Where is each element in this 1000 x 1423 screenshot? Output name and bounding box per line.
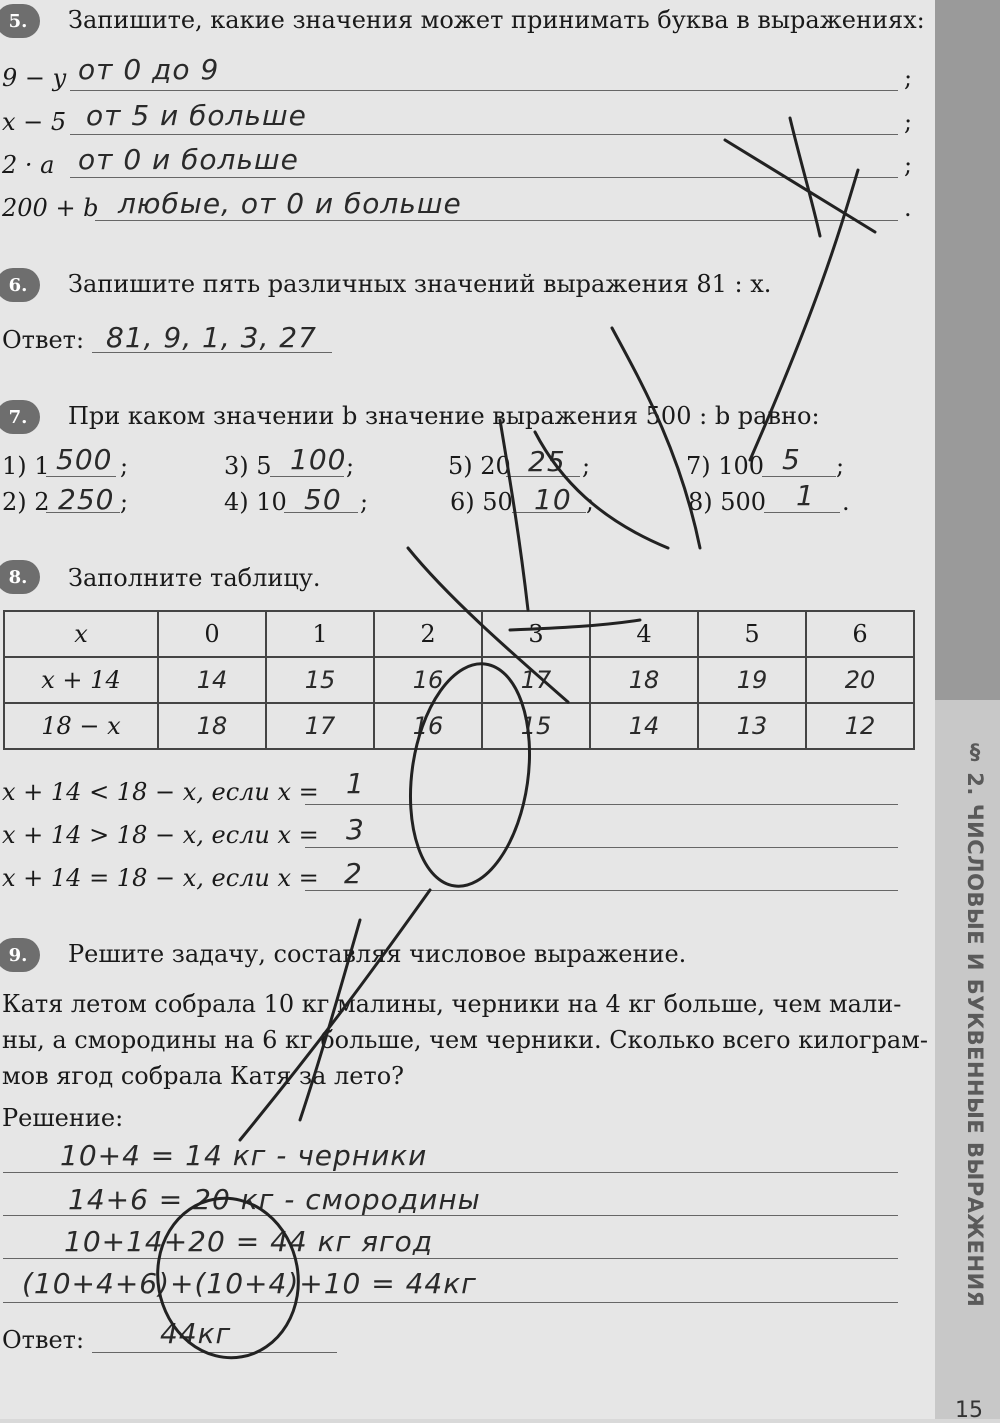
task9-answer: 44кг bbox=[160, 1317, 232, 1350]
task7-label-6: 6) 50 bbox=[450, 488, 513, 516]
task9-solution-line-2: 14+6 = 20 кг - смородины bbox=[68, 1183, 481, 1216]
task7-label-7: 7) 100 bbox=[686, 452, 765, 480]
task5-badge: 5. bbox=[0, 4, 40, 38]
task7-line-7 bbox=[762, 476, 836, 477]
task7-label-3: 3) 5 bbox=[224, 452, 272, 480]
task9-rule-2 bbox=[3, 1215, 898, 1216]
task5-line-1 bbox=[70, 90, 898, 91]
task5-line-4 bbox=[95, 220, 898, 221]
task9-rule-4 bbox=[3, 1302, 898, 1303]
task7-label-1: 1) 1 bbox=[2, 452, 50, 480]
table-cell: 17 bbox=[266, 703, 374, 749]
task7-end-4: ; bbox=[360, 488, 369, 516]
task7-end-2: ; bbox=[120, 488, 129, 516]
task7-end-8: . bbox=[842, 488, 850, 516]
task9-solution-label: Решение: bbox=[2, 1104, 124, 1132]
task9-answer-line bbox=[92, 1352, 337, 1353]
task8-condition-3: x + 14 = 18 − x, если x = bbox=[2, 864, 319, 892]
side-tab-dark bbox=[935, 0, 1000, 700]
task7-line-3 bbox=[270, 476, 344, 477]
task9-solution-line-4: (10+4+6)+(10+4)+10 = 44кг bbox=[22, 1267, 477, 1300]
table-row-sum bbox=[4, 657, 914, 703]
task5-answer-3: от 0 и больше bbox=[78, 143, 299, 176]
task8-condition-line-1 bbox=[305, 804, 898, 805]
task5-expr-2: x − 5 bbox=[2, 108, 67, 136]
table-header-cell: 4 bbox=[590, 611, 698, 657]
table-cell: 20 bbox=[806, 657, 914, 703]
task7-answer-6: 10 bbox=[534, 483, 572, 516]
task5-answer-2: от 5 и больше bbox=[86, 99, 307, 132]
task8-prompt: Заполните таблицу. bbox=[68, 564, 321, 592]
task7-end-7: ; bbox=[836, 452, 845, 480]
table-cell: 19 bbox=[698, 657, 806, 703]
table-row-label: 18 − x bbox=[4, 703, 158, 749]
table-cell: 18 bbox=[158, 703, 266, 749]
values-table bbox=[3, 610, 915, 750]
task7-badge: 7. bbox=[0, 400, 40, 434]
task7-end-1: ; bbox=[120, 452, 129, 480]
task7-line-8 bbox=[764, 512, 840, 513]
task5-expr-4: 200 + b bbox=[2, 194, 99, 222]
task6-answer-label: Ответ: bbox=[2, 326, 85, 354]
task7-line-1 bbox=[46, 476, 116, 477]
task9-rule-3 bbox=[3, 1258, 898, 1259]
task8-condition-answer-2: 3 bbox=[346, 813, 365, 846]
task7-end-6: ; bbox=[586, 488, 595, 516]
task5-end-2: ; bbox=[904, 108, 913, 136]
task7-answer-7: 5 bbox=[782, 443, 801, 476]
task7-answer-4: 50 bbox=[304, 483, 342, 516]
task5-answer-1: от 0 до 9 bbox=[78, 53, 220, 86]
task6-answer-line bbox=[92, 352, 332, 353]
task9-rule-1 bbox=[3, 1172, 898, 1173]
task8-condition-answer-3: 2 bbox=[344, 857, 363, 890]
task7-prompt: При каком значении b значение выражения 500 : b равно: bbox=[68, 402, 820, 430]
task9-badge: 9. bbox=[0, 938, 40, 972]
task9-solution-line-3: 10+14+20 = 44 кг ягод bbox=[64, 1225, 434, 1258]
table-row-label: x + 14 bbox=[4, 657, 158, 703]
table-header-cell: 0 bbox=[158, 611, 266, 657]
task9-prompt: Решите задачу, составляя числовое выражение. bbox=[68, 940, 687, 968]
task5-end-4: . bbox=[904, 194, 912, 222]
task7-answer-2: 250 bbox=[58, 483, 115, 516]
side-tab-text: § 2. ЧИСЛОВЫЕ И БУКВЕННЫЕ ВЫРАЖЕНИЯ bbox=[963, 740, 987, 1308]
task5-end-3: ; bbox=[904, 151, 913, 179]
task8-badge: 8. bbox=[0, 560, 40, 594]
table-cell: 12 bbox=[806, 703, 914, 749]
task9-problem-line-1: Катя летом собрала 10 кг малины, черники на 4 кг больше, чем мали- bbox=[2, 990, 902, 1018]
task9-problem-line-2: ны, а смородины на 6 кг больше, чем черники. Сколько всего килограм- bbox=[2, 1026, 928, 1054]
task7-label-4: 4) 10 bbox=[224, 488, 287, 516]
table-cell: 15 bbox=[482, 703, 590, 749]
task5-line-2 bbox=[70, 134, 898, 135]
task7-line-6 bbox=[512, 512, 586, 513]
task8-condition-1: x + 14 < 18 − x, если x = bbox=[2, 778, 319, 806]
table-row-diff bbox=[4, 703, 914, 749]
table-cell: 15 bbox=[266, 657, 374, 703]
table-cell: 14 bbox=[590, 703, 698, 749]
task7-answer-5: 25 bbox=[528, 445, 566, 478]
task7-answer-3: 100 bbox=[290, 443, 347, 476]
task7-line-4 bbox=[284, 512, 358, 513]
table-header-row bbox=[4, 611, 914, 657]
task5-expr-1: 9 − y bbox=[2, 64, 67, 92]
table-header-cell: 2 bbox=[374, 611, 482, 657]
table-cell: 13 bbox=[698, 703, 806, 749]
table-header-cell: 3 bbox=[482, 611, 590, 657]
task9-solution-line-1: 10+4 = 14 кг - черники bbox=[60, 1139, 428, 1172]
table-cell: 16 bbox=[374, 703, 482, 749]
task5-prompt: Запишите, какие значения может принимать буква в выражениях: bbox=[68, 6, 925, 34]
task7-label-5: 5) 20 bbox=[448, 452, 511, 480]
task6-answer: 81, 9, 1, 3, 27 bbox=[106, 321, 317, 354]
table-header-x: x bbox=[4, 611, 158, 657]
task6-badge: 6. bbox=[0, 268, 40, 302]
task8-condition-line-3 bbox=[305, 890, 898, 891]
task7-line-5 bbox=[506, 476, 580, 477]
table-cell: 14 bbox=[158, 657, 266, 703]
task7-answer-1: 500 bbox=[56, 443, 113, 476]
table-cell: 16 bbox=[374, 657, 482, 703]
task8-condition-line-2 bbox=[305, 847, 898, 848]
task7-end-3: ; bbox=[346, 452, 355, 480]
task8-condition-2: x + 14 > 18 − x, если x = bbox=[2, 821, 319, 849]
task9-problem-line-3: мов ягод собрала Катя за лето? bbox=[2, 1062, 405, 1090]
task7-end-5: ; bbox=[582, 452, 591, 480]
task8-condition-answer-1: 1 bbox=[346, 767, 365, 800]
page-number: 15 bbox=[955, 1398, 983, 1423]
table-cell: 17 bbox=[482, 657, 590, 703]
task7-answer-8: 1 bbox=[796, 479, 815, 512]
task5-expr-3: 2 · a bbox=[2, 151, 55, 179]
task7-line-2 bbox=[46, 512, 120, 513]
task7-label-8: 8) 500 bbox=[688, 488, 767, 516]
task9-answer-label: Ответ: bbox=[2, 1326, 85, 1354]
task5-answer-4: любые, от 0 и больше bbox=[118, 187, 462, 220]
task6-prompt: Запишите пять различных значений выражения 81 : x. bbox=[68, 270, 772, 298]
table-header-cell: 5 bbox=[698, 611, 806, 657]
table-header-cell: 6 bbox=[806, 611, 914, 657]
task7-label-2: 2) 2 bbox=[2, 488, 50, 516]
task5-end-1: ; bbox=[904, 64, 913, 92]
table-cell: 18 bbox=[590, 657, 698, 703]
task5-line-3 bbox=[70, 177, 898, 178]
table-header-cell: 1 bbox=[266, 611, 374, 657]
